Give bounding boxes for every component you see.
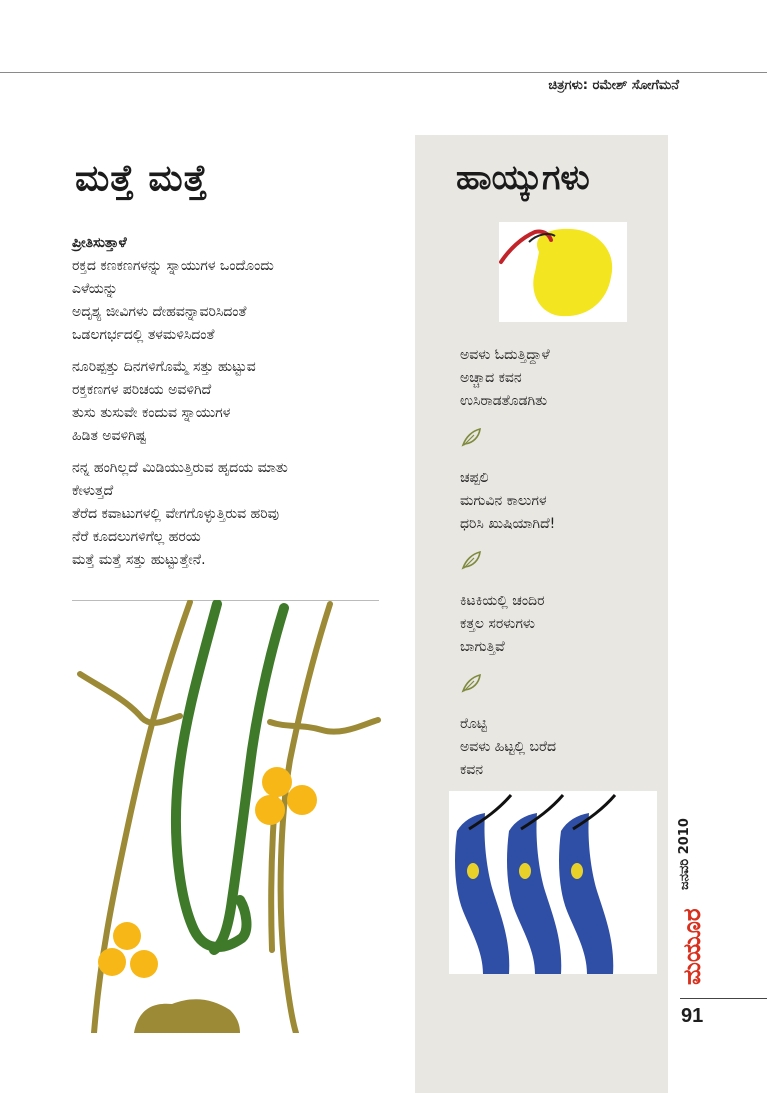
haiku-line: ಅಚ್ಚಾದ ಕವನ	[460, 370, 522, 386]
blue-figure-3	[559, 795, 615, 974]
leaf-divider-icon	[460, 425, 484, 449]
haiku-line: ಅವಳು ಓದುತ್ತಿದ್ದಾಳೆ	[460, 347, 550, 363]
blue-figure-2	[507, 795, 563, 974]
poem-title: ಮತ್ತೆ ಮತ್ತೆ	[75, 158, 209, 199]
haiku-line: ಕವನ	[460, 762, 484, 778]
haiku-line: ಚಪ್ಪಲಿ	[460, 470, 489, 486]
poem-line: ನನ್ನ ಹಂಗಿಲ್ಲದೆ ಮಿಡಿಯುತ್ತಿರುವ ಹೃದಯ ಮಾತು	[72, 460, 288, 476]
olive-vine-right	[270, 604, 378, 1033]
poem-line: ತುಸು ತುಸುವೇ ಕಂದುವ ಸ್ನಾಯುಗಳ	[72, 405, 231, 421]
poem-line: ಮತ್ತೆ ಮತ್ತೆ ಸತ್ತು ಹುಟ್ಟುತ್ತೇನೆ.	[72, 552, 206, 568]
haiku-item	[460, 344, 660, 413]
haiku-line: ಮಗುವಿನ ಕಾಲುಗಳ	[460, 493, 547, 509]
header-rule	[0, 72, 767, 73]
poem-line: ರಕ್ತದ ಕಣಕಣಗಳನ್ನು ಸ್ನಾಯುಗಳ ಒಂದೊಂದು	[72, 258, 274, 274]
haiku-item	[460, 590, 660, 659]
poem-line: ನೂರಿಪ್ಪತ್ತು ದಿನಗಳಿಗೊಮ್ಮೆ ಸತ್ತು ಹುಟ್ಟುವ	[72, 359, 256, 375]
footer-rule	[680, 998, 767, 999]
olive-mound	[134, 999, 240, 1033]
poem-line: ಹಿಡಿತ ಅವಳಿಗಿಷ್ಟ	[72, 428, 147, 444]
leaf-divider-icon	[460, 671, 484, 695]
haiku-list	[460, 344, 660, 786]
leaf-divider-icon	[460, 548, 484, 572]
haiku-line: ರೊಟ್ಟಿ	[460, 716, 488, 732]
haiku-line: ಕತ್ತಲ ಸರಳುಗಳು	[460, 616, 535, 632]
haiku-section-title: ಹಾಯ್ಕುಗಳು	[456, 158, 590, 198]
poem-body	[72, 232, 392, 581]
haiku-line: ಕಿಟಕಿಯಲ್ಲಿ ಚಂದಿರ	[460, 593, 545, 609]
haiku-item	[460, 467, 660, 536]
poem-line: ಕೇಳುತ್ತದೆ	[72, 483, 114, 499]
blue-figures-illustration	[449, 791, 657, 974]
poem-line: ರಕ್ತಕಣಗಳ ಪರಿಚಯ ಅವಳಿಗಿದೆ	[72, 382, 212, 398]
poem-line: ಅದೃಶ್ಯ ಜೀವಿಗಳು ದೇಹವನ್ನಾವರಿಸಿದಂತೆ	[72, 304, 247, 320]
vine-illustration	[72, 600, 382, 1033]
haiku-line: ಉಸಿರಾಡತೊಡಗಿತು	[460, 393, 548, 409]
illustration-credit: ಚಿತ್ರಗಳು: ರಮೇಶ್ ಸೋಗೆಮನೆ	[548, 78, 679, 93]
haiku-line: ಬಾಗುತ್ತಿವೆ	[460, 639, 505, 655]
poem-line: ನೆರೆ ಕೂದಲುಗಳಿಗೆಲ್ಲ ಹರಯ	[72, 529, 201, 545]
poem-line: ಒಡಲಗರ್ಭದಲ್ಲಿ ತಳಮಳಿಸಿದಂತೆ	[72, 327, 215, 343]
issue-date: ಜನವರಿ 2010	[677, 818, 692, 890]
haiku-line: ಧರಿಸಿ ಖುಷಿಯಾಗಿದೆ!	[460, 516, 556, 532]
lemon-illustration	[499, 222, 627, 322]
magazine-logo: ಮಯೂರ	[678, 908, 706, 985]
haiku-line: ಅವಳು ಹಿಟ್ಟಲ್ಲಿ ಬರೆದ	[460, 739, 557, 755]
page-number: 91	[681, 1005, 704, 1027]
poem-dedication: ಪ್ರೀತಿಸುತ್ತಾಳೆ	[72, 235, 127, 251]
poem-line: ಎಳೆಯನ್ನು	[72, 281, 118, 297]
haiku-item	[460, 713, 660, 782]
poem-line: ತೆರೆದ ಕವಾಟುಗಳಲ್ಲಿ ವೇಗಗೊಳ್ಳುತ್ತಿರುವ ಹರಿವು	[72, 506, 280, 522]
blue-figure-1	[455, 795, 511, 974]
